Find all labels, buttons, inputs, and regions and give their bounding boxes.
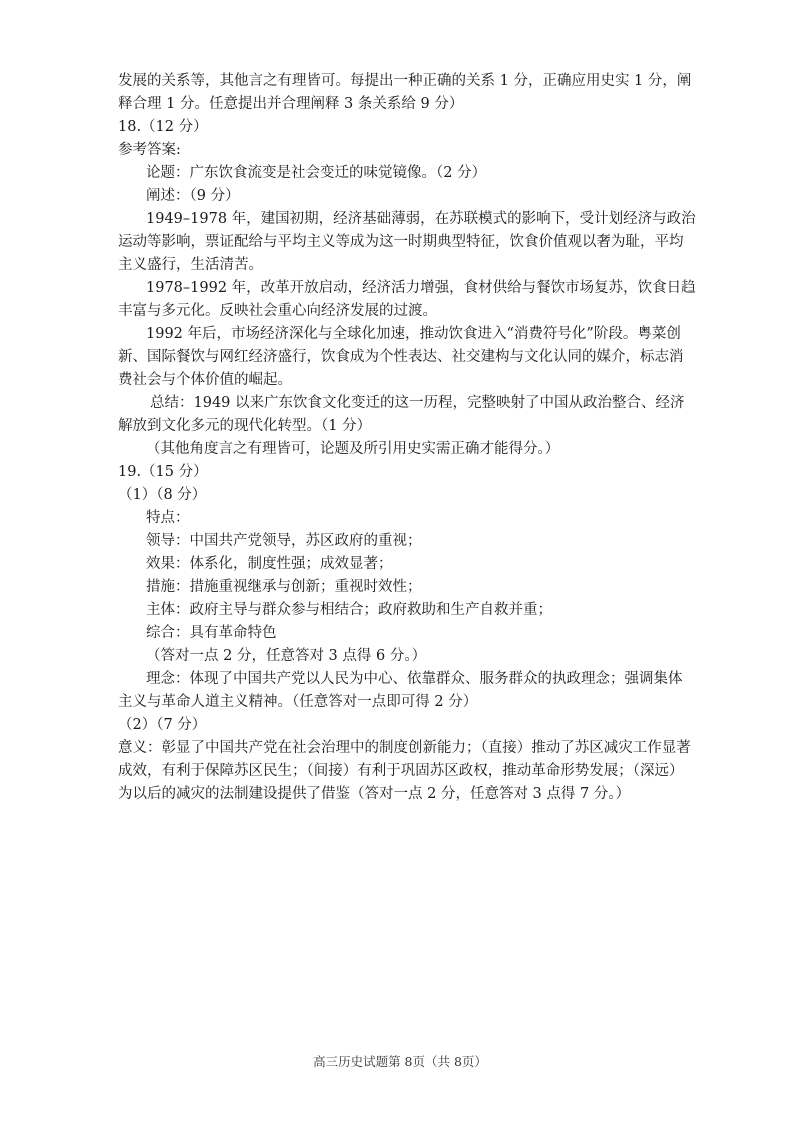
summary-line: 总结：1949 以来广东饮食文化变迁的这一历程，完整映射了中国从政治整合、经济 xyxy=(150,395,685,411)
text-line: 运动等影响，票证配给与平均主义等成为这一时期典型特征，饮食价值观以奢为耻，平均 xyxy=(118,234,684,250)
scoring-note: （其他角度言之有理皆可，论题及所引用史实需正确才能得分。） xyxy=(146,441,560,457)
thesis-line: 论题：广东饮食流变是社会变迁的味觉镜像。（2 分） xyxy=(146,165,487,181)
elaboration-label: 阐述：（9 分） xyxy=(146,188,240,204)
text-line: 理念：体现了中国共产党以人民为中心、依靠群众、服务群众的执政理念；强调集体 xyxy=(146,671,683,687)
scoring-note: （答对一点 2 分，任意答对 3 点得 6 分。） xyxy=(146,648,427,664)
features-label: 特点： xyxy=(146,510,190,526)
text-line: 意义：彰显了中国共产党在社会治理中的制度创新能力；（直接）推动了苏区减灾工作显著 xyxy=(118,740,691,756)
page-footer: 高三历史试题第 8页（共 8页） xyxy=(313,1054,487,1069)
text-line: 释合理 1 分。任意提出并合理阐释 3 条关系给 9 分） xyxy=(118,96,464,112)
text-line: 为以后的减灾的法制建设提供了借鉴（答对一点 2 分，任意答对 3 点得 7 分。） xyxy=(118,786,631,802)
text-line: 费社会与个体价值的崛起。 xyxy=(118,372,292,388)
list-item: 主体：政府主导与群众参与相结合；政府救助和生产自救并重； xyxy=(146,602,552,618)
text-line: 1992 年后，市场经济深化与全球化加速，推动饮食进入“消费符号化”阶段。粤菜创 xyxy=(146,326,681,342)
text-line: 1949–1978 年，建国初期，经济基础薄弱，在苏联模式的影响下，受计划经济与政治 xyxy=(146,211,696,227)
text-line: 主义盛行，生活清苦。 xyxy=(118,257,263,273)
text-line: 丰富与多元化。反映社会重心向经济发展的过渡。 xyxy=(118,303,437,319)
list-item: 效果：体系化，制度性强；成效显著； xyxy=(146,556,393,572)
list-item: 综合：具有革命特色 xyxy=(146,625,277,641)
text-line: 1978–1992 年，改革开放启动，经济活力增强，食材供给与餐饮市场复苏，饮食日趋 xyxy=(146,280,696,296)
question-18-heading: 18.（12 分） xyxy=(118,119,208,135)
question-19-heading: 19.（15 分） xyxy=(118,464,208,480)
text-line: 解放到文化多元的现代化转型。（1 分） xyxy=(118,418,372,434)
list-item: 领导：中国共产党领导，苏区政府的重视； xyxy=(146,533,422,549)
text-line: 成效，有利于保障苏区民生；（间接）有利于巩固苏区政权，推动革命形势发展；（深远） xyxy=(118,763,684,779)
list-item: 措施：措施重视继承与创新；重视时效性； xyxy=(146,579,422,595)
text-line: 发展的关系等，其他言之有理皆可。每提出一种正确的关系 1 分，正确应用史实 1 分，阐 xyxy=(118,73,692,89)
reference-answer-label: 参考答案: xyxy=(118,142,181,158)
sub-question-1-heading: （1）（8 分） xyxy=(118,487,207,503)
text-line: 新、国际餐饮与网红经济盛行，饮食成为个性表达、社交建构与文化认同的媒介，标志消 xyxy=(118,349,684,365)
text-line: 主义与革命人道主义精神。（任意答对一点即可得 2 分） xyxy=(118,694,478,710)
sub-question-2-heading: （2）（7 分） xyxy=(118,717,207,733)
